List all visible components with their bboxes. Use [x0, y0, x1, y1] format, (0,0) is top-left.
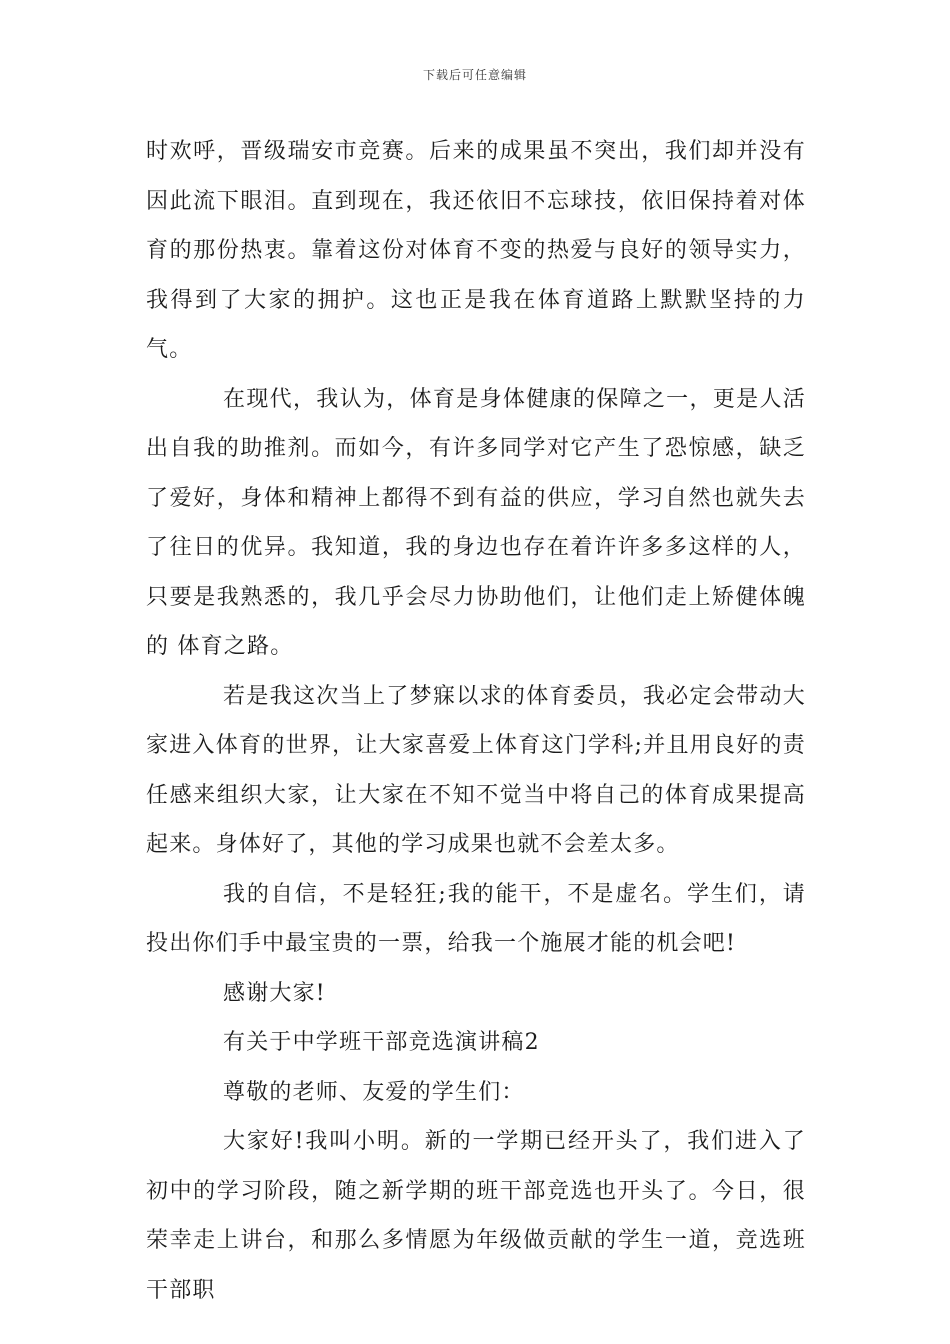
paragraph-sports-health: 在现代，我认为，体育是身体健康的保障之一，更是人活出自我的助推剂。而如今，有许多同学对它产生了恐惊感，缺乏了爱好，身体和精神上都得不到有益的供应，学习自然也就失去了往日的优异。我知道，我的身边也存在着许许多多这样的人，只要是我熟悉的，我几乎会尽力协助他们，让他们走上矫健体魄的 体育之路。: [146, 386, 806, 659]
paragraph-thanks: 感谢大家!: [223, 980, 326, 1006]
section-title: 有关于中学班干部竞选演讲稿2: [223, 1030, 540, 1055]
page-header-note: 下载后可任意编辑: [422, 68, 527, 82]
paragraph-sports-committee: 若是我这次当上了梦寐以求的体育委员，我必定会带动大家进入体育的世界，让大家喜爱上体育这门学科;并且用良好的责任感来组织大家，让大家在不知不觉当中将自己的体育成果提高起来。身体好了，其他的学习成果也就不会差太多。: [146, 683, 806, 857]
paragraph-continuation: 时欢呼，晋级瑞安市竞赛。后来的成果虽不突出，我们却并没有因此流下眼泪。直到现在，我还依旧不忘球技，依旧保持着对体育的那份热衷。靠着这份对体育不变的热爱与良好的领导实力，我得到了大家的拥护。这也正是我在体育道路上默默坚持的力气。: [146, 139, 806, 362]
document-body: [146, 127, 806, 1315]
paragraph-confidence: 我的自信，不是轻狂;我的能干，不是虚名。学生们，请投出你们手中最宝贵的一票，给我一个施展才能的机会吧!: [146, 881, 806, 956]
salutation: 尊敬的老师、友爱的学生们：: [223, 1079, 525, 1105]
paragraph-intro: 大家好!我叫小明。新的一学期已经开头了，我们进入了初中的学习阶段，随之新学期的班干部竞选也开头了。今日，很荣幸走上讲台，和那么多情愿为年级做贡献的学生一道，竞选班干部职: [146, 1129, 806, 1303]
